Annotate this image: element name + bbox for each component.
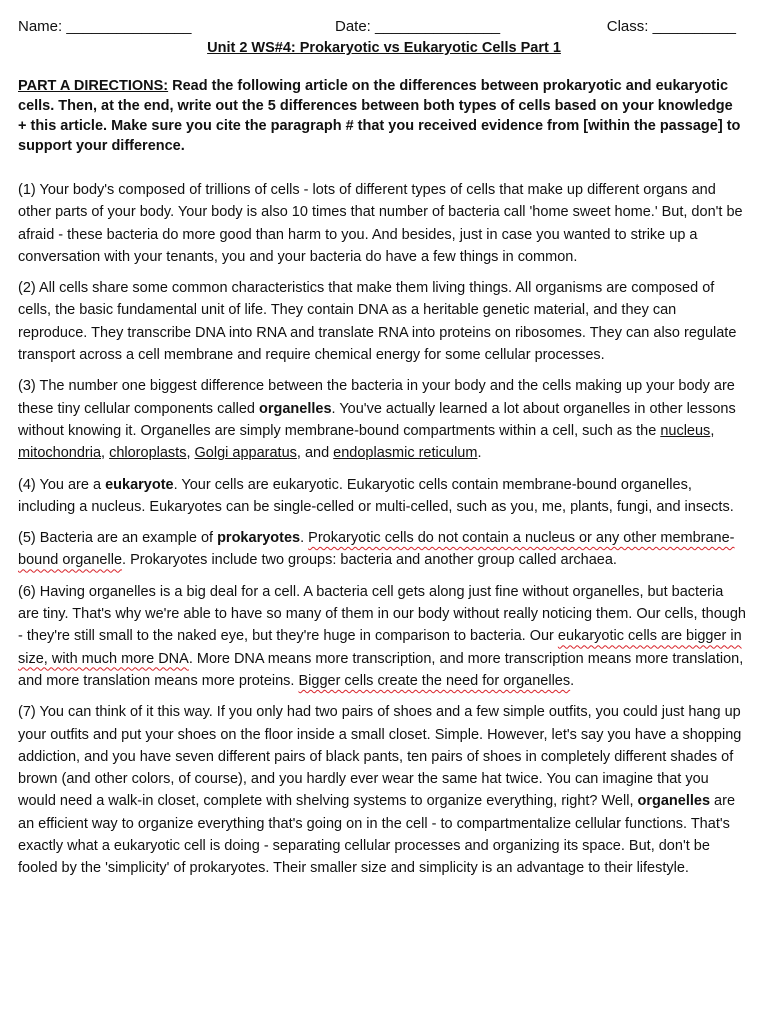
directions-text: Read the following article on the differences between prokaryotic and eukaryotic cells. Then, at the end, write out the 5 differences between both types of cells based on your knowledge + this article. Make sure you cite the paragraph # that you received evidence from [within the passage] to support your difference. [18,78,741,154]
paragraph-6-text: . More DNA means more transcription, and more transcription means more translation, and more translation means more proteins. [18,650,744,689]
separator: , [101,445,110,462]
term-organelles: organelles [637,793,711,810]
class-field: Class: __________ [606,18,736,35]
paragraph-5 [18,527,746,572]
paragraph-4-text: (4) You are a [18,476,106,493]
annotated-evidence: Prokaryotic cells do not contain a nucleus or any other membrane-bound organelle [18,530,735,569]
student-info-row [18,16,750,38]
paragraph-6-text: (6) Having organelles is a big deal for a cell. A bacteria cell gets along just fine without organelles, but bacteria are tiny. That's why we're able to have so many of them in our body without really noticing them. Our cells, though - they're still small to the naked eye, but they're huge in comparison to bacteria. Our [18,583,746,645]
paragraph-5-text: . [300,530,309,547]
paragraph-1: (1) Your body's composed of trillions of cells - lots of different types of cells that make up different organs and other parts of your body. Your body is also 10 times that number of bacteria call 'home sweet home.' But, don't be afraid - these bacteria do more good than harm to you. And besides, just in case you wanted to strike up a conversation with your tenants, you and your bacteria do have a few things in common. [18,182,743,265]
paragraph-7-text: (7) You can think of it this way. If you only had two pairs of shoes and a few simple outfits, you could just hang up your outfits and put your shoes on the floor inside a small closet. Simple. However, let's say you have a shopping addiction, and you have seven different pairs of black pants, ten pairs of shoes in completely different shades of brown (and other colors, of course), and you hardly ever wear the same hat twice. You can imagine that you would need a walk-in closet, complete with shelving systems to organize everything, right? Well, [18,704,742,810]
paragraph-3-text: . You've actually learned a lot about organelles in other lessons without knowing it. Organelles are simply membrane-bound compartments within a cell, such as the [18,400,736,439]
worksheet-title: Unit 2 WS#4: Prokaryotic vs Eukaryotic Cells Part 1 [207,40,561,56]
part-a-directions [18,76,750,156]
article [18,179,750,880]
paragraph-4 [18,474,746,519]
annotated-evidence: eukaryotic cells are bigger in size, with much more DNA [18,628,742,667]
term-chloroplasts: chloroplasts [109,445,187,462]
paragraph-6-text: . [570,672,575,689]
separator: , [710,422,715,439]
term-prokaryotes: prokaryotes [217,530,301,547]
annotated-evidence: Bigger cells create the need for organelles [298,672,571,689]
paragraph-3-text: (3) The number one biggest difference between the bacteria in your body and the cells making up your body are these tiny cellular components called [18,378,735,417]
paragraph-4-text: . Your cells are eukaryotic. Eukaryotic cells contain membrane-bound organelles, including a nucleus. Eukaryotes can be single-celled or multi-celled, such as you, me, plants, fungi, and insects. [18,476,734,515]
date-field: Date: _______________ [335,18,501,35]
term-golgi-apparatus: Golgi apparatus [194,445,297,462]
separator: . [477,445,482,462]
term-nucleus: nucleus [660,422,711,439]
paragraph-5-text: (5) Bacteria are an example of [18,530,218,547]
term-mitochondria: mitochondria [18,445,102,462]
term-eukaryote: eukaryote [105,476,174,493]
paragraph-6 [18,581,746,692]
directions-label: PART A DIRECTIONS: [18,78,169,94]
separator: , and [296,445,334,462]
term-organelles: organelles [259,400,332,417]
paragraph-2: (2) All cells share some common characteristics that make them living things. All organisms are composed of cells, the basic fundamental unit of life. They contain DNA as a heritable genetic material, and they can reproduce. They transcribe DNA into RNA and translate RNA into proteins on ribosomes. They can also regulate transport across a cell membrane and require chemical energy for some cellular processes. [18,280,737,364]
paragraph-7 [18,701,746,879]
paragraph-3 [18,375,746,464]
paragraph-7-text: are an efficient way to organize everything that's going on in the cell - to compartmentalize cellular functions. That's exactly what a eukaryotic cell is doing - separating cellular processes and organizing its space. But, don't be fooled by the 'simplicity' of prokaryotes. Their smaller size and simplicity is an advantage to their lifestyle. [18,793,736,877]
paragraph-5-text: . Prokaryotes include two groups: bacteria and another group called archaea. [122,552,617,569]
name-field: Name: _______________ [18,18,192,35]
separator: , [186,445,195,462]
term-endoplasmic-reticulum: endoplasmic reticulum [333,445,478,462]
